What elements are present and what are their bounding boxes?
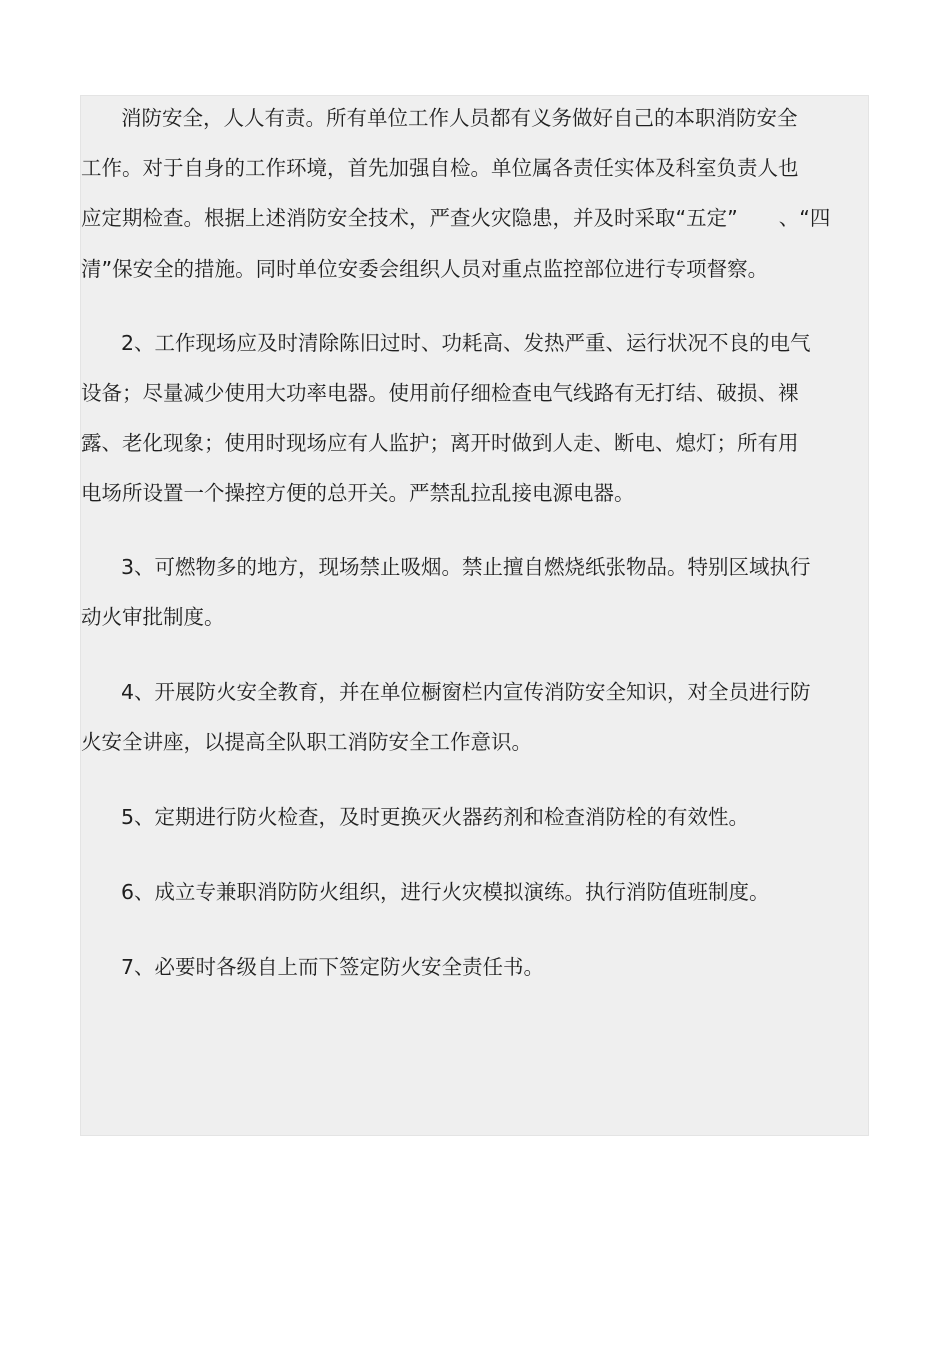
document-content-panel (80, 95, 869, 1136)
text-line: 露、老化现象；使用时现场应有人监护；离开时做到人走、断电、熄灯；所有用 (81, 431, 799, 455)
text-line: 动火审批制度。 (81, 605, 225, 629)
text-line: 6、成立专兼职消防防火组织，进行火灾模拟演练。执行消防值班制度。 (121, 880, 770, 904)
text-line: 电场所设置一个操控方便的总开关。严禁乱拉乱接电源电器。 (81, 481, 635, 505)
text-line: 5、定期进行防火检查，及时更换灭火器药剂和检查消防栓的有效性。 (121, 805, 750, 829)
text-line: 应定期检查。根据上述消防安全技术，严查火灾隐患，并及时采取“五定” 、“四 (81, 206, 831, 230)
text-line: 4、开展防火安全教育，并在单位橱窗栏内宣传消防安全知识，对全员进行防 (121, 680, 811, 704)
text-line: 火安全讲座，以提高全队职工消防安全工作意识。 (81, 730, 532, 754)
text-line: 2、工作现场应及时清除陈旧过时、功耗高、发热严重、运行状况不良的电气 (121, 331, 811, 355)
text-line: 设备；尽量减少使用大功率电器。使用前仔细检查电气线路有无打结、破损、裸 (81, 381, 799, 405)
text-line: 7、必要时各级自上而下签定防火安全责任书。 (121, 955, 545, 979)
text-line: 清”保安全的措施。同时单位安委会组织人员对重点监控部位进行专项督察。 (81, 257, 769, 281)
text-line: 3、可燃物多的地方，现场禁止吸烟。禁止擅自燃烧纸张物品。特别区域执行 (121, 555, 811, 579)
text-line: 工作。对于自身的工作环境，首先加强自检。单位属各责任实体及科室负责人也 (81, 156, 799, 180)
text-line: 消防安全，人人有责。所有单位工作人员都有义务做好自己的本职消防安全 (121, 106, 798, 130)
